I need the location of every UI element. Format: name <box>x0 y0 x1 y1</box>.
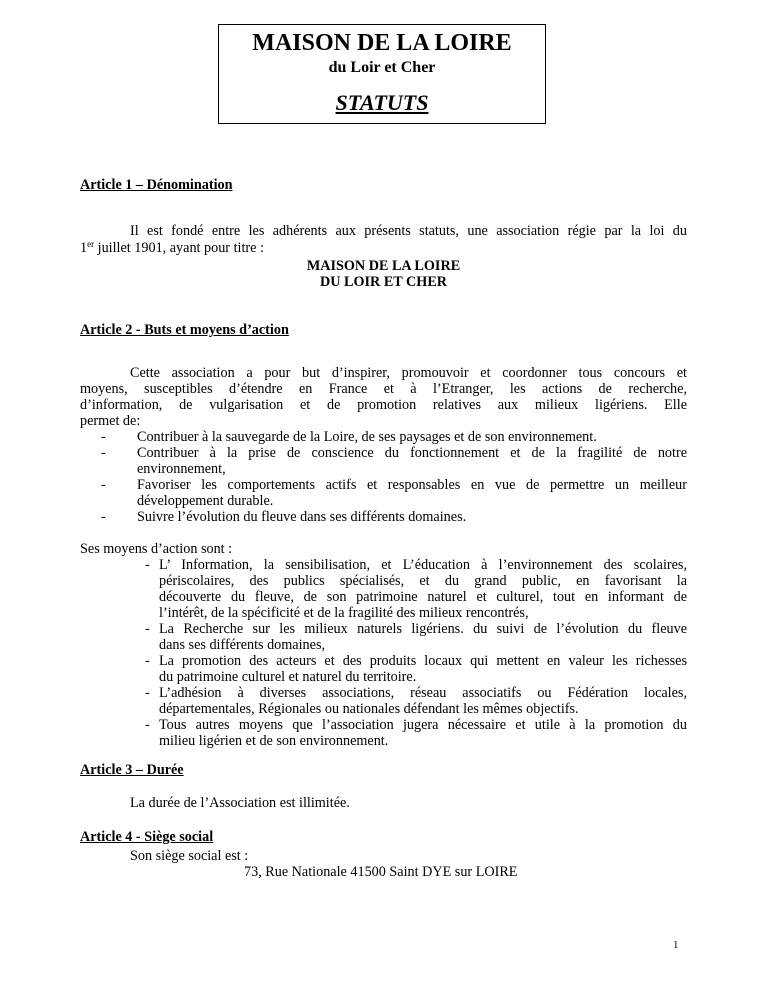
article-4-text: Son siège social est : <box>130 848 249 864</box>
association-name-line-1: MAISON DE LA LOIRE <box>306 258 461 274</box>
goal-item: Contribuer à la sauvegarde de la Loire, de ses paysages et de son environnement. <box>137 429 597 445</box>
goal-item-continued: développement durable. <box>137 493 274 509</box>
list-dash: - <box>101 477 106 493</box>
means-item: La Recherche sur les milieux naturels ligériens. du suivi de l’évolution du fleuve <box>159 621 687 637</box>
article-2-para-line: d’information, de vulgarisation et de promotion relatives aux milieux ligériens. Elle <box>80 397 687 413</box>
means-item-continued: périscolaires, des publics spécialisés, et du grand public, en favorisant la <box>159 573 687 589</box>
goal-item: Favoriser les comportements actifs et responsables en vue de permettre un meilleur <box>137 477 687 493</box>
article-1-line-2: 1er juillet 1901, ayant pour titre : <box>80 239 264 256</box>
document-type: STATUTS <box>335 90 429 115</box>
means-item: La promotion des acteurs et des produits locaux qui mettent en valeur les richesses <box>159 653 687 669</box>
list-dash: - <box>145 653 150 669</box>
means-item-continued: l’intérêt, de la spécificité et de la fragilité des milieux rencontrés, <box>159 605 529 621</box>
goal-item-continued: environnement, <box>137 461 226 477</box>
means-intro: Ses moyens d’action sont : <box>80 541 233 557</box>
article-3-text: La durée de l’Association est illimitée. <box>130 795 350 811</box>
means-item-continued: milieu ligérien et de son environnement. <box>159 733 389 749</box>
document-title: MAISON DE LA LOIRE <box>252 30 512 56</box>
list-dash: - <box>101 445 106 461</box>
list-dash: - <box>145 621 150 637</box>
list-dash: - <box>145 685 150 701</box>
article-4-heading: Article 4 - Siège social <box>80 829 214 845</box>
article-1-heading: Article 1 – Dénomination <box>80 177 233 193</box>
list-dash: - <box>101 509 106 525</box>
means-item-continued: découverte du fleuve, de son patrimoine naturel et culturel, tout en informant de <box>159 589 687 605</box>
goal-item: Suivre l’évolution du fleuve dans ses différents domaines. <box>137 509 467 525</box>
means-item-continued: départementales, Régionales ou nationales défendant les mêmes objectifs. <box>159 701 579 717</box>
article-2-para-line: moyens, susceptibles d’étendre en France et à l’Etranger, les actions de recherche, <box>80 381 687 397</box>
page-number: 1 <box>673 939 679 951</box>
means-item: L’ Information, la sensibilisation, et L’éducation à l’environnement des scolaires, <box>159 557 687 573</box>
means-item-continued: du patrimoine culturel et naturel du territoire. <box>159 669 417 685</box>
article-2-para-line: permet de: <box>80 413 141 429</box>
article-1-line-1: Il est fondé entre les adhérents aux présents statuts, une association régie par la loi du <box>130 223 687 239</box>
list-dash: - <box>145 557 150 573</box>
association-name-line-2: DU LOIR ET CHER <box>319 274 448 290</box>
document-subtitle: du Loir et Cher <box>328 59 436 76</box>
article-2-heading: Article 2 - Buts et moyens d’action <box>80 322 289 338</box>
article-3-heading: Article 3 – Durée <box>80 762 184 778</box>
title-box <box>218 24 546 124</box>
headquarters-address: 73, Rue Nationale 41500 Saint DYE sur LOIRE <box>244 864 518 880</box>
list-dash: - <box>101 429 106 445</box>
means-item-continued: dans ses différents domaines, <box>159 637 326 653</box>
list-dash: - <box>145 717 150 733</box>
means-item: Tous autres moyens que l’association jugera nécessaire et utile à la promotion du <box>159 717 687 733</box>
goal-item: Contribuer à la prise de conscience du fonctionnement et de la fragilité de notre <box>137 445 687 461</box>
article-2-para-line: Cette association a pour but d’inspirer, promouvoir et coordonner tous concours et <box>130 365 687 381</box>
means-item: L’adhésion à diverses associations, réseau associatifs ou Fédération locales, <box>159 685 687 701</box>
